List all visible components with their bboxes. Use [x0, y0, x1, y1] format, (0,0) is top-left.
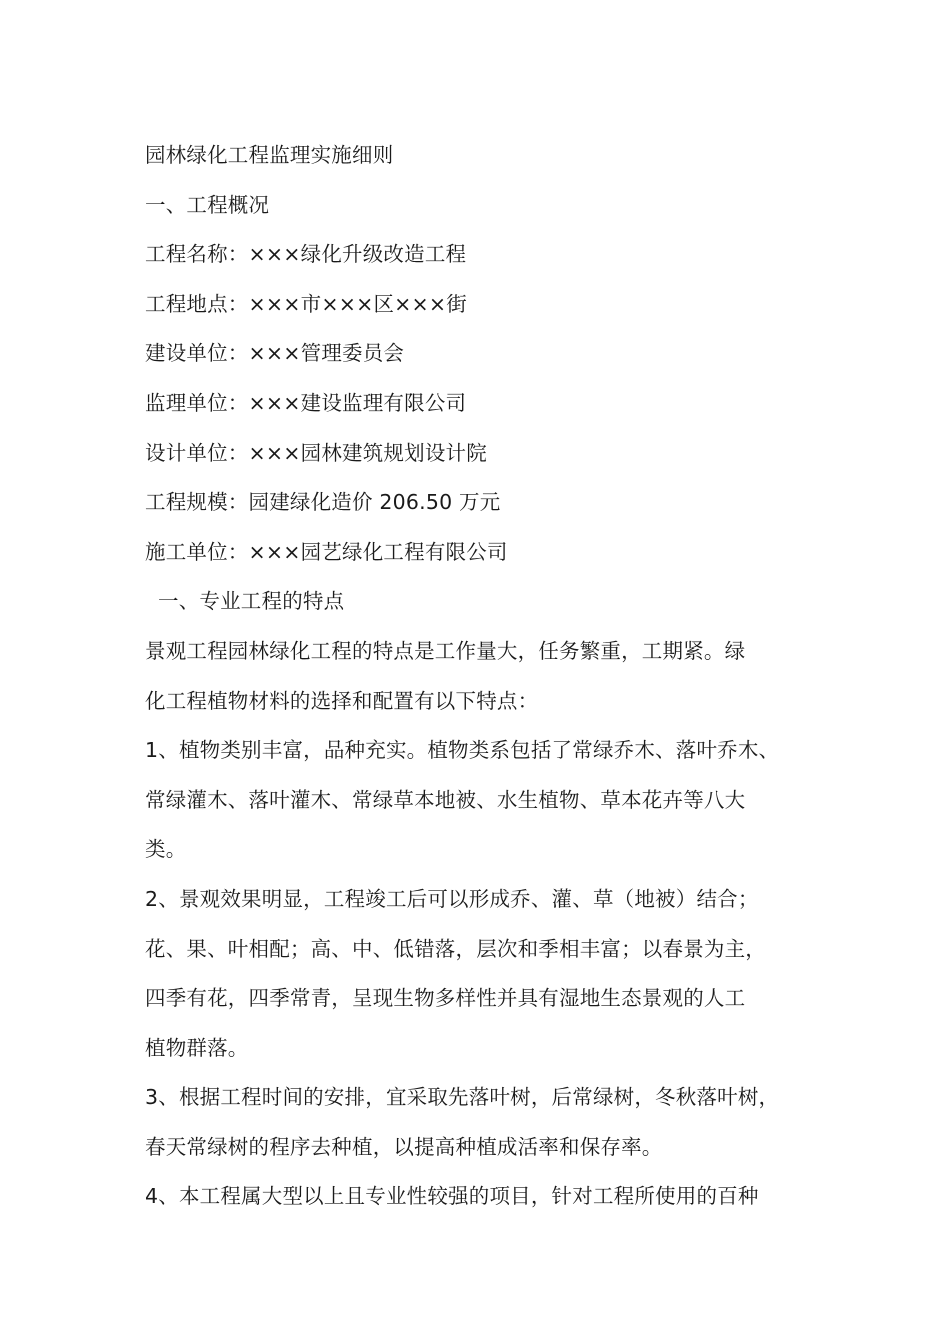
text-line: 3、根据工程时间的安排，宜采取先落叶树，后常绿树，冬秋落叶树，: [145, 1085, 780, 1110]
text-line: 春天常绿树的程序去种植，以提高种植成活率和保存率。: [145, 1134, 663, 1159]
info-supervisor: 监理单位：×××建设监理有限公司: [145, 390, 467, 415]
info-designer: 设计单位：×××园林建筑规划设计院: [145, 440, 487, 465]
paragraph-item-4: [145, 1172, 835, 1222]
section-heading-overview: 一、工程概况: [145, 192, 270, 217]
document-body: [145, 131, 835, 1222]
info-owner: 建设单位：×××管理委员会: [145, 341, 405, 366]
info-contractor: 施工单位：×××园艺绿化工程有限公司: [145, 539, 508, 564]
text-line: 1、植物类别丰富，品种充实。植物类系包括了常绿乔木、落叶乔木、: [145, 738, 780, 763]
paragraph-item-2: [145, 875, 835, 1073]
text-line: 植物群落。: [145, 1035, 249, 1060]
text-line: 类。: [145, 837, 187, 862]
text-line: 化工程植物材料的选择和配置有以下特点：: [145, 688, 539, 713]
info-scale: 工程规模：园建绿化造价 206.50 万元: [145, 490, 501, 515]
text-line: 常绿灌木、落叶灌木、常绿草本地被、水生植物、草本花卉等八大: [145, 787, 746, 812]
paragraph-intro: [145, 627, 835, 726]
text-line: 景观工程园林绿化工程的特点是工作量大，任务繁重，工期紧。绿: [145, 638, 746, 663]
section-heading-features: 一、专业工程的特点: [158, 589, 345, 614]
info-project-name: 工程名称：×××绿化升级改造工程: [145, 242, 467, 267]
paragraph-item-3: [145, 1073, 835, 1172]
text-line: 4、本工程属大型以上且专业性较强的项目，针对工程所使用的百种: [145, 1184, 759, 1209]
text-line: 花、果、叶相配；高、中、低错落，层次和季相丰富；以春景为主，: [145, 936, 766, 961]
paragraph-item-1: [145, 726, 835, 875]
document-title: 园林绿化工程监理实施细则: [145, 143, 394, 167]
text-line: 2、景观效果明显，工程竣工后可以形成乔、灌、草（地被）结合；: [145, 886, 759, 911]
info-project-location: 工程地点：×××市×××区×××街: [145, 291, 467, 316]
text-line: 四季有花，四季常青，呈现生物多样性并具有湿地生态景观的人工: [145, 986, 746, 1011]
